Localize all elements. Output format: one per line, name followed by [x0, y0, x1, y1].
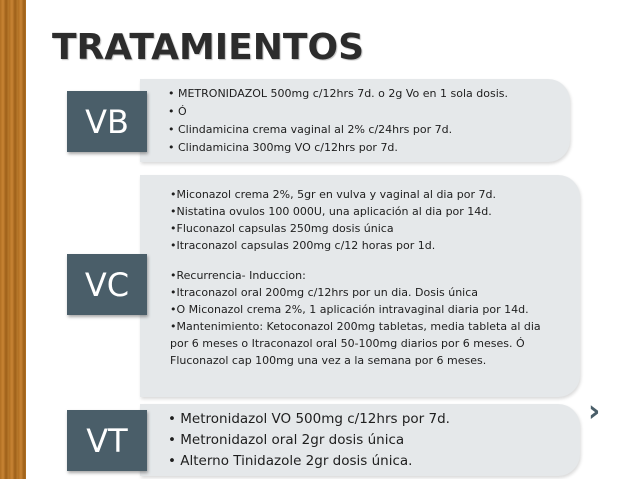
list-item: • Metronidazol oral 2gr dosis única — [168, 432, 405, 448]
list-item: •Mantenimiento: Ketoconazol 200mg tabletas, media tableta al dia por 6 meses o Itraconazol oral 50-100mg diarios por 6 meses. Ó Fluconazol cap 100mg una vez a la semana por 6 meses. — [170, 320, 541, 367]
list-item: • METRONIDAZOL 500mg c/12hrs 7d. o 2g Vo en 1 sola dosis. — [168, 87, 508, 100]
vb-list — [168, 85, 570, 157]
chevron-right-icon[interactable]: › — [588, 394, 601, 429]
list-item: • Ó — [168, 105, 187, 118]
vc-list-b — [170, 267, 572, 369]
list-item: • Metronidazol VO 500mg c/12hrs por 7d. — [168, 411, 450, 427]
list-item: •Miconazol crema 2%, 5gr en vulva y vaginal al dia por 7d. — [170, 188, 496, 201]
list-item: • Clindamicina crema vaginal al 2% c/24hrs por 7d. — [168, 123, 453, 136]
list-item: •Fluconazol capsulas 250mg dosis única — [170, 222, 394, 235]
list-item: •Itraconazol capsulas 200mg c/12 horas por 1d. — [170, 239, 436, 252]
decorative-side-bar — [0, 0, 26, 479]
list-item: •Itraconazol oral 200mg c/12hrs por un dia. Dosis única — [170, 286, 479, 299]
list-item: •O Miconazol crema 2%, 1 aplicación intravaginal diaria por 14d. — [170, 303, 529, 316]
spacer — [170, 254, 572, 267]
list-item: • Alterno Tinidazole 2gr dosis única. — [168, 453, 413, 469]
vt-list — [168, 409, 580, 472]
list-item: •Recurrencia- Induccion: — [170, 269, 306, 282]
list-item: • Clindamicina 300mg VO c/12hrs por 7d. — [168, 141, 398, 154]
list-item: •Nistatina ovulos 100 000U, una aplicación al dia por 14d. — [170, 205, 492, 218]
vc-content-box — [140, 175, 580, 397]
vb-label: VB — [67, 91, 147, 152]
vc-list-a — [170, 186, 572, 254]
vb-content-box — [140, 79, 570, 162]
vt-label: VT — [67, 410, 147, 471]
page-title: TRATAMIENTOS — [52, 27, 364, 68]
vt-content-box — [140, 404, 580, 476]
vc-label: VC — [67, 254, 147, 315]
